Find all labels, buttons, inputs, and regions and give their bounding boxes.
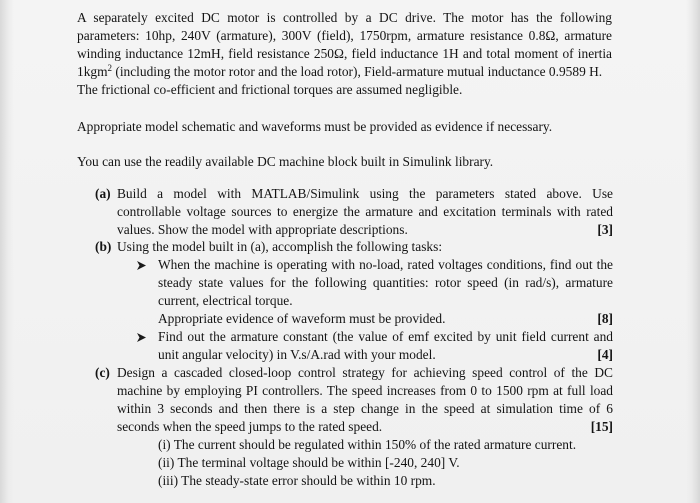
task1-line: current, electrical torque. [158,293,293,308]
part-b-intro: Using the model built in (a), accomplish the following tasks: [117,239,443,254]
task2-marks: [4] [597,347,613,362]
page-shadow-right [686,0,700,503]
part-c-line: within 3 seconds and then there is a step change in the speed at simulation time of 6 [117,401,613,416]
part-b-task2 [158,328,613,364]
intro-line: A separately excited DC motor is controlled by a DC drive. The motor has the following [77,10,612,25]
part-c-body [117,364,613,436]
inertia-unit: 1kgm [77,64,108,79]
part-a-marks: [3] [597,222,613,237]
part-a-line: Build a model with MATLAB/Simulink using the parameters stated above. Use [117,186,613,201]
page-shadow-left [0,0,14,503]
part-b-task1 [158,256,613,328]
inertia-rest: (including the motor rotor and the load rotor), Field-armature mutual inductance 0.9589 H. [112,64,603,79]
intro-line-inertia [77,63,612,81]
part-a-line: values. Show the model with appropriate descriptions. [3] [117,222,613,237]
part-b-label: (b) [95,239,112,254]
task1-marks: [8] [597,311,613,326]
requirement-item: (ii) The terminal voltage should be within [-240, 240] V. [158,455,460,470]
inertia-exponent: 2 [107,63,113,73]
part-a-body [117,185,613,239]
intro-line: parameters: 10hp, 240V (armature), 300V (field), 1750rpm, armature resistance 0.8Ω, armature [77,28,612,43]
requirement-item: (iii) The steady-state error should be within 10 rpm. [158,473,436,488]
task2-line: unit angular velocity) in V.s/A.rad with your model. [4] [158,347,613,362]
part-c-marks: [15] [590,419,613,434]
task2-line: Find out the armature constant (the value of emf excited by unit field current and [158,329,613,344]
part-c-line: seconds when the speed jumps to the rated speed. [15] [117,419,613,434]
intro-paragraph [77,9,612,99]
intro-line: The frictional co-efficient and frictional torques are assumed negligible. [77,82,463,97]
part-c-line: machine by employing PI controllers. The speed increases from 0 to 1500 rpm at full load [117,383,613,398]
task1-line: steady state values for the following quantities: rotor speed (in rad/s), armature [158,275,613,290]
bullet-arrow-icon [135,256,149,274]
part-a-line: controllable voltage sources to energize the armature and excitation terminals with rated [117,204,613,219]
part-c-line: Design a cascaded closed-loop control strategy for achieving speed control of the DC [117,365,613,380]
part-c-label: (c) [95,365,110,380]
part-a-label: (a) [95,186,111,201]
task1-line: When the machine is operating with no-load, rated voltages conditions, find out the [158,257,613,272]
part-c-requirements [158,436,613,490]
library-note: You can use the readily available DC machine block built in Simulink library. [77,154,494,169]
requirement-item: (i) The current should be regulated within 150% of the rated armature current. [158,437,577,452]
evidence-note: Appropriate model schematic and waveforms must be provided as evidence if necessary. [77,119,553,134]
intro-line: winding inductance 12mH, field resistance 250Ω, field inductance 1H and total moment of inertia [77,46,612,61]
bullet-arrow-icon [135,328,149,346]
task1-line: Appropriate evidence of waveform must be provided. [8] [158,311,613,326]
